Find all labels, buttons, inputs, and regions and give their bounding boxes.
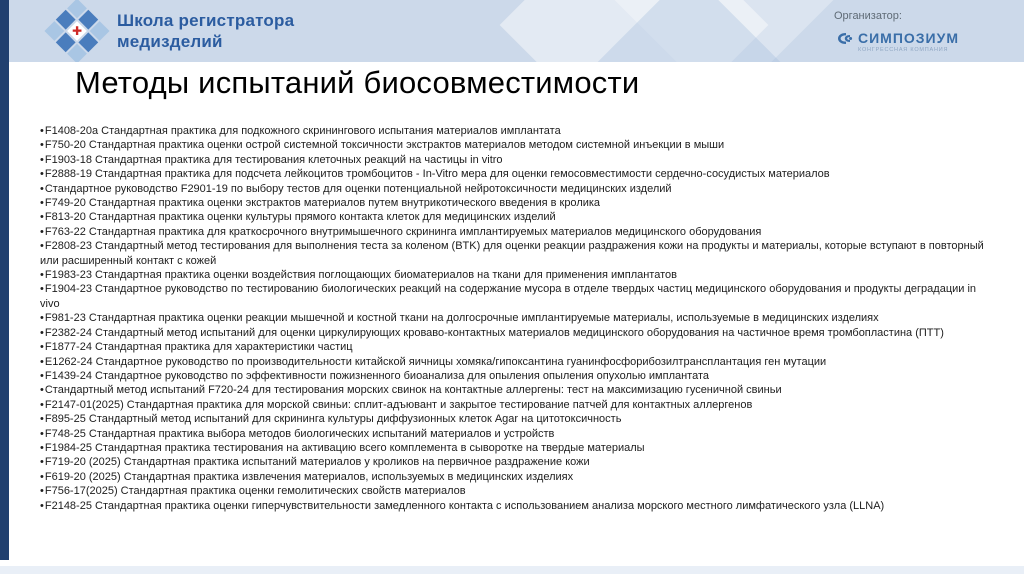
list-item-text: Стандартное руководство F2901-19 по выбору тестов для оценки потенциальной нейротоксичности медицинских изделий [44,182,672,195]
list-item-text: F750-20 Стандартная практика оценки острой системной токсичности экстрактов материалов методом системной инъекции в мыши [44,139,725,152]
bullet: • [40,283,44,296]
bullet: • [40,211,44,224]
organizer-label: Организатор: [834,10,902,22]
bullet: • [40,312,44,325]
list-item-text: F2148-25 Стандартная практика оценки гиперчувствительности замедленного контакта с использованием анализа морского местного лимфатического узла (LLNA) [44,499,885,512]
school-logo-icon [44,0,109,62]
symposium-chevrons-icon [834,32,854,45]
standards-list [40,124,992,513]
logo-diamond-center [67,21,87,41]
list-item [40,225,992,239]
bullet: • [40,240,44,253]
school-logo-line2: медизделий [117,32,223,51]
symposium-subtitle: КОНГРЕССНАЯ КОМПАНИЯ [858,47,949,53]
page-title: Методы испытаний биосовместимости [75,65,640,100]
bullet: • [40,168,44,181]
list-item-text: E1262-24 Стандартное руководство по производительности китайской яичницы хомяка/гипоксантина гуанинфосфорибозилтрансплантация ген мутации [44,355,827,368]
list-item-text: F719-20 (2025) Стандартная практика испытаний материалов у кроликов на первичное раздражение кожи [44,456,590,469]
bullet: • [40,485,44,498]
bullet: • [40,398,44,411]
list-item [40,268,992,282]
list-item [40,499,992,513]
bullet: • [40,355,44,368]
list-item [40,427,992,441]
bullet: • [40,182,44,195]
list-item [40,470,992,484]
medical-cross-icon: ✚ [71,24,83,38]
symposium-name: СИМПОЗИУМ [858,30,959,46]
bullet: • [40,456,44,469]
list-item [40,239,992,268]
list-item [40,355,992,369]
bullet: • [40,441,44,454]
bullet: • [40,499,44,512]
list-item [40,398,992,412]
list-item-text: F2382-24 Стандартный метод испытаний для оценки циркулирующих кроваво-контактных материалов медицинского оборудования на частичное время тромбопластина (ПТТ) [44,326,944,339]
list-item-text: F756-17(2025) Стандартная практика оценки гемолитических свойств материалов [44,485,466,498]
list-item [40,196,992,210]
list-item [40,412,992,426]
list-item [40,124,992,138]
list-item [40,167,992,181]
bullet: • [40,153,44,166]
bullet: • [40,269,44,282]
list-item-text: F813-20 Стандартная практика оценки культуры прямого контакта клеток для медицинских изделий [44,211,556,224]
header-band [9,0,1024,62]
list-item-text: F1439-24 Стандартное руководство по эффективности пожизненного биоанализа для опыления опыления опухолью имплантата [44,369,710,382]
bullet: • [40,470,44,483]
list-item [40,340,992,354]
list-item-text: F2888-19 Стандартная практика для подсчета лейкоцитов тромбоцитов - In-Vitro мера для оценки гемосовместимости сердечно-сосудистых материалов [44,168,830,181]
list-item-text: F1877-24 Стандартная практика для характеристики частиц [44,341,353,354]
list-item [40,484,992,498]
bullet: • [40,197,44,210]
list-item-text: Стандартный метод испытаний F720-24 для тестирования морских свинок на контактные аллергены: тест на максимизацию гусеничной свиньи [44,384,782,397]
bullet: • [40,326,44,339]
list-item [40,455,992,469]
list-item [40,210,992,224]
list-item-text: F619-20 (2025) Стандартная практика извлечения материалов, используемых в медицинских изделиях [44,470,574,483]
bullet: • [40,384,44,397]
list-item [40,182,992,196]
bottom-accent-bar [0,566,1024,574]
list-item-text: F981-23 Стандартная практика оценки реакции мышечной и костной ткани на долгосрочные имплантируемые материалы, используемые в медицинских изделиях [44,312,879,325]
list-item [40,153,992,167]
bullet: • [40,369,44,382]
list-item-text: F1904-23 Стандартное руководство по тестированию биологических реакций на содержание мусора в отделе твердых частиц медицинского оборудования и продукты деградации in vivo [40,283,977,310]
list-item [40,369,992,383]
list-item-text: F1408-20a Стандартная практика для подкожного скринингового испытания материалов имплантата [44,125,561,137]
symposium-logo [834,30,964,46]
list-item-text: F1903-18 Стандартная практика для тестирования клеточных реакций на частицы in vitro [44,153,503,166]
bullet: • [40,125,44,137]
left-accent-stripe [0,0,9,560]
list-item [40,326,992,340]
bullet: • [40,225,44,238]
list-item-text: F2147-01(2025) Стандартная практика для морской свиньи: сплит-адъювант и закрытое тестирование патчей для контактных аллергенов [44,398,753,411]
list-item [40,383,992,397]
organizer-block [834,10,964,53]
list-item-text: F1984-25 Стандартная практика тестирования на активацию всего комплемента в сыворотке на твердые материалы [44,441,645,454]
school-logo-title [117,10,294,52]
list-item [40,441,992,455]
list-item-text: F749-20 Стандартная практика оценки экстрактов материалов путем внутрикотического введения в кролика [44,197,601,210]
bullet: • [40,413,44,426]
bullet: • [40,341,44,354]
list-item-text: F2808-23 Стандартный метод тестирования для выполнения теста за коленом (BTK) для оценки реакции раздражения кожи на продукты и материалы, которые вступают в повторный или расширенный контакт с кожей [40,240,984,267]
list-item-text: F1983-23 Стандартная практика оценки воздействия поглощающих биоматериалов на ткани для применения имплантатов [44,269,677,282]
list-item-text: F763-22 Стандартная практика для краткосрочного внутримышечного скрининга имплантируемых материалов медицинского оборудования [44,225,762,238]
list-item [40,311,992,325]
list-item-text: F895-25 Стандартный метод испытаний для скрининга культуры диффузионных клеток Agar на цитотоксичность [44,413,622,426]
bullet: • [40,427,44,440]
list-item-text: F748-25 Стандартная практика выбора методов биологических испытаний материалов и устройств [44,427,555,440]
list-item [40,282,992,311]
bullet: • [40,139,44,152]
list-item [40,138,992,152]
school-logo-line1: Школа регистратора [117,11,295,30]
